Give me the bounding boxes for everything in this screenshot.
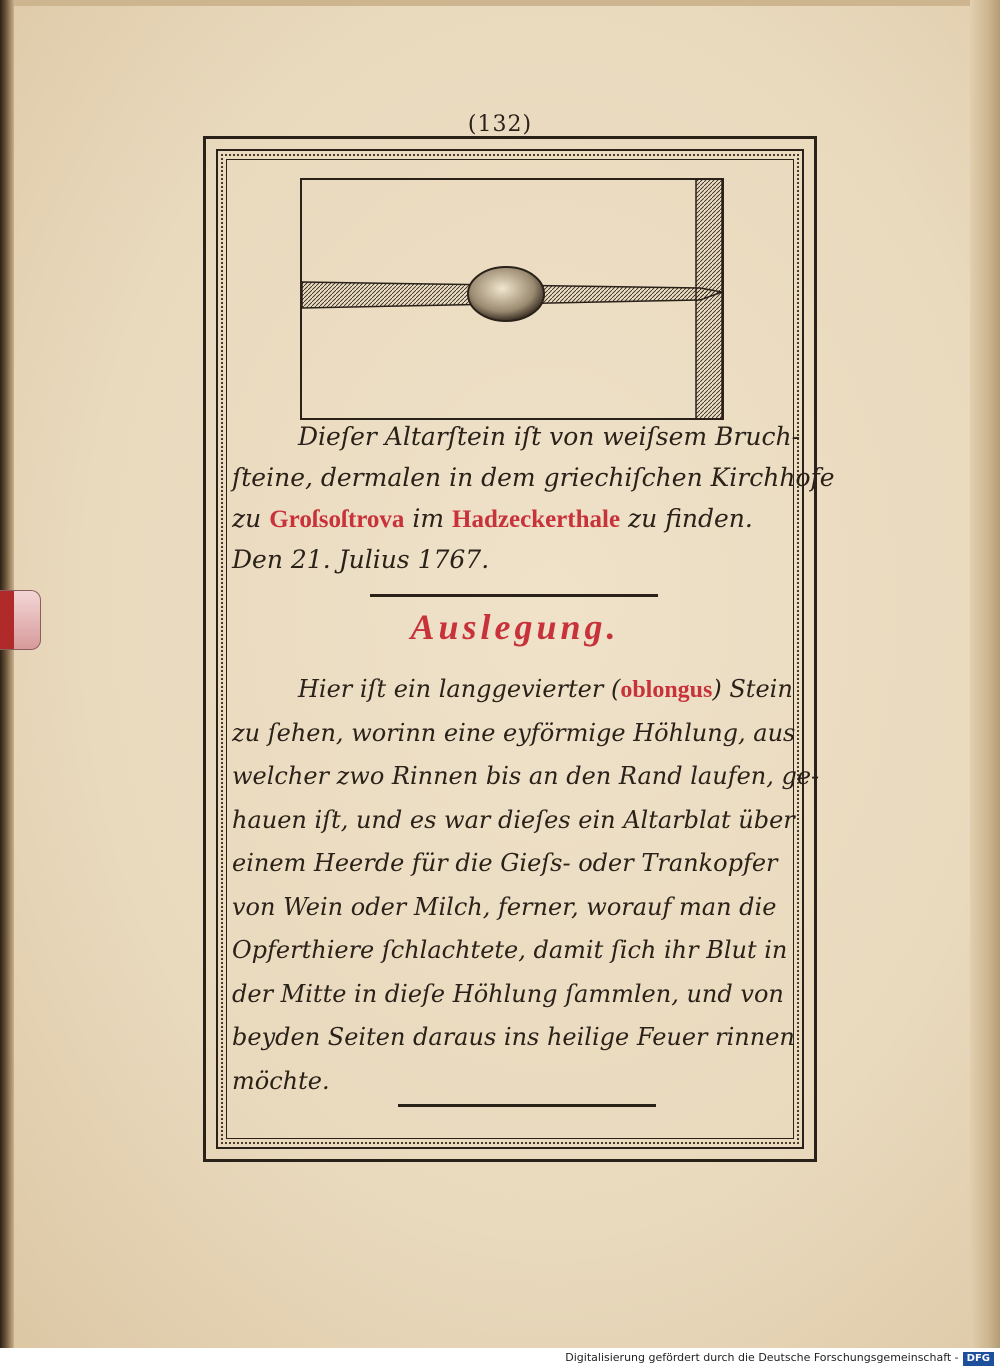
caption-line: Dieſer Altarſtein iſt von weiſsem Bruch-	[298, 422, 801, 451]
body-line: hauen iſt, und es war dieſes ein Altarblat über	[232, 805, 795, 834]
caption-date: Den 21. Julius 1767.	[232, 545, 490, 574]
page-number: (132)	[467, 112, 533, 137]
footer-text: Digitalisierung gefördert durch die Deutsche Forschungsgemeinschaft -	[565, 1351, 959, 1364]
body-line: beyden Seiten daraus ins heilige Feuer rinnen	[232, 1023, 795, 1051]
bookmark-tab[interactable]	[0, 590, 41, 650]
latin-term: oblongus	[620, 677, 713, 703]
caption-line: ſteine, dermalen in dem griechiſchen Kirchhofe	[232, 463, 835, 492]
body-line: zu ſehen, worinn eine eyförmige Höhlung, aus	[232, 718, 796, 747]
body-line: der Mitte in dieſe Höhlung ſammlen, und von	[232, 979, 784, 1008]
body-line: einem Heerde für die Gieſs- oder Trankopfer	[232, 849, 778, 877]
section-heading: Auslegung.	[410, 607, 620, 647]
body-line: Hier iſt ein langgevierter (oblongus) Stein	[298, 675, 793, 703]
body-line: Opferthiere ſchlachtete, damit ſich ihr Blut in	[232, 936, 788, 964]
page-fore-edge	[970, 0, 1000, 1348]
divider-rule	[370, 594, 658, 597]
place-name: Hadzeckerthale	[452, 506, 621, 533]
caption-line: zu Groſsoſtrova im Hadzeckerthale zu finden.	[232, 504, 753, 533]
altar-stone-engraving	[300, 178, 724, 420]
page-top-edge	[0, 0, 1000, 6]
body-line: von Wein oder Milch, ferner, worauf man die	[232, 892, 777, 921]
digitization-footer	[0, 1348, 1000, 1368]
body-line: möchte.	[232, 1066, 330, 1095]
engraving-caption	[232, 416, 835, 580]
page-gutter	[0, 0, 14, 1348]
place-name: Groſsoſtrova	[269, 506, 405, 533]
body-line: welcher zwo Rinnen bis an den Rand laufen, ge-	[232, 762, 820, 790]
end-rule	[398, 1104, 656, 1107]
section-body	[232, 668, 820, 1103]
dfg-logo: DFG	[963, 1352, 994, 1366]
